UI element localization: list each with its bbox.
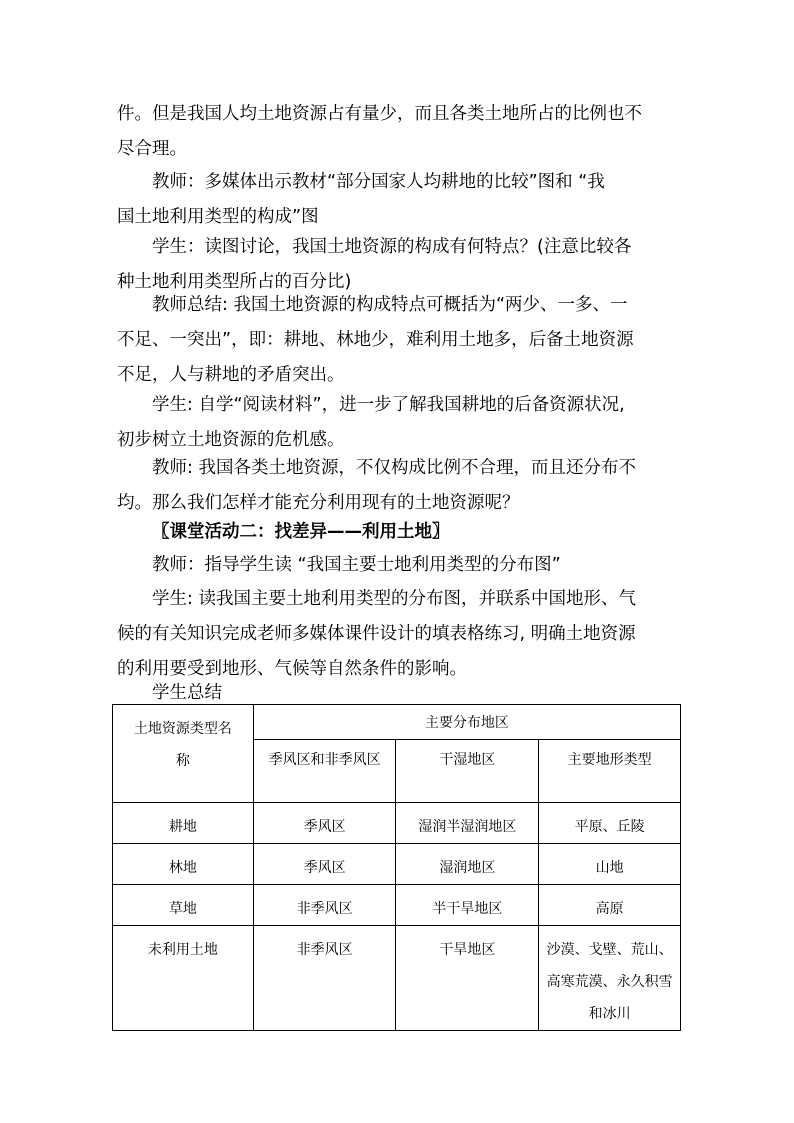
text-line: 种土地利用类型所占的百分比): [117, 272, 352, 292]
text-line: 均。那么我们怎样才能充分利用现有的土地资源呢？: [117, 493, 520, 513]
cell-monsoon: 非季风区: [253, 926, 396, 1031]
text-line: 不足，人与耕地的矛盾突出。: [117, 365, 345, 385]
text-line: 候的有关知识完成老师多媒体课件设计的填表格练习, 明确土地资源: [117, 624, 636, 644]
subheader-terrain: 主要地形类型: [539, 740, 681, 803]
text-line: 学生: 自学“阅读材料”，进一步了解我国耕地的后备资源状况,: [152, 395, 625, 415]
table-header-row: [113, 705, 681, 740]
cell-humidity: 半干旱地区: [396, 885, 539, 926]
header-land-type: [113, 705, 254, 803]
cell-terrain: 山地: [539, 844, 681, 885]
cell-land-type: 草地: [113, 885, 254, 926]
paragraph-student-reading: [117, 388, 679, 458]
table-row: [113, 926, 681, 1031]
cell-land-type: 林地: [113, 844, 254, 885]
text-line: 的利用要受到地形、气候等自然条件的影响。: [117, 659, 467, 679]
table-row: [113, 844, 681, 885]
cell-terrain: 沙漠、戈壁、荒山、高寒荒漠、永久积雪和冰川: [539, 926, 681, 1031]
paragraph-student-exercise: [117, 582, 679, 687]
text-line: 尽合理。: [117, 139, 187, 159]
header-main-region: 主要分布地区: [253, 705, 680, 740]
header-land-type-line1: 土地资源类型名: [133, 721, 232, 737]
text-line: 教师：指导学生读 “我国主要士地利用类型的分布图”: [152, 555, 561, 575]
text-line: 学生: 读我国主要土地利用类型的分布图，并联系中国地形、气: [152, 589, 636, 609]
cell-humidity: 湿润地区: [396, 844, 539, 885]
cell-humidity: 干旱地区: [396, 926, 539, 1031]
land-resource-table: [112, 704, 681, 1031]
paragraph-intro: [117, 97, 679, 167]
text-line: 教师: 我国各类土地资源，不仅构成比例不合理，而且还分布不: [152, 458, 636, 478]
cell-humidity: 湿润半湿润地区: [396, 803, 539, 844]
text-line: 学生：读图讨论，我国土地资源的构成有何特点？(注意比较各: [152, 237, 632, 257]
activity-heading: 〖课堂活动二：找差异——利用土地〗: [152, 522, 450, 542]
text-line: 国土地利用类型的构成”图: [117, 207, 319, 227]
text-line: 初步树立土地资源的危机感。: [117, 430, 345, 450]
text-line: 不足、一突出”，即：耕地、林地少，难利用土地多，后备土地资源: [117, 330, 634, 350]
cell-monsoon: 非季风区: [253, 885, 396, 926]
cell-monsoon: 季风区: [253, 844, 396, 885]
table-row: [113, 803, 681, 844]
text-line: 件。但是我国人均土地资源占有量少，而且各类土地所占的比例也不: [117, 104, 642, 124]
subheader-humidity: 干湿地区: [396, 740, 539, 803]
paragraph-teacher-summary: [117, 288, 679, 393]
paragraph-teacher-multimedia: [117, 165, 679, 235]
cell-monsoon: 季风区: [253, 803, 396, 844]
cell-land-type: 未利用土地: [113, 926, 254, 1031]
cell-land-type: 耕地: [113, 803, 254, 844]
cell-terrain: 高原: [539, 885, 681, 926]
subheader-monsoon: 季风区和非季风区: [253, 740, 396, 803]
text-line: 学生总结: [152, 683, 222, 703]
paragraph-teacher-distribution: [117, 451, 679, 521]
header-land-type-line2: 称: [175, 753, 190, 769]
text-line: 教师总结: 我国土地资源的构成特点可概括为“两少、一多、一: [152, 295, 628, 315]
table-row: [113, 885, 681, 926]
text-line: 教师：多媒体出示教材“部分国家人均耕地的比较”图和 “我: [152, 172, 605, 192]
cell-terrain: 平原、丘陵: [539, 803, 681, 844]
paragraph-teacher-guide: [117, 548, 679, 583]
